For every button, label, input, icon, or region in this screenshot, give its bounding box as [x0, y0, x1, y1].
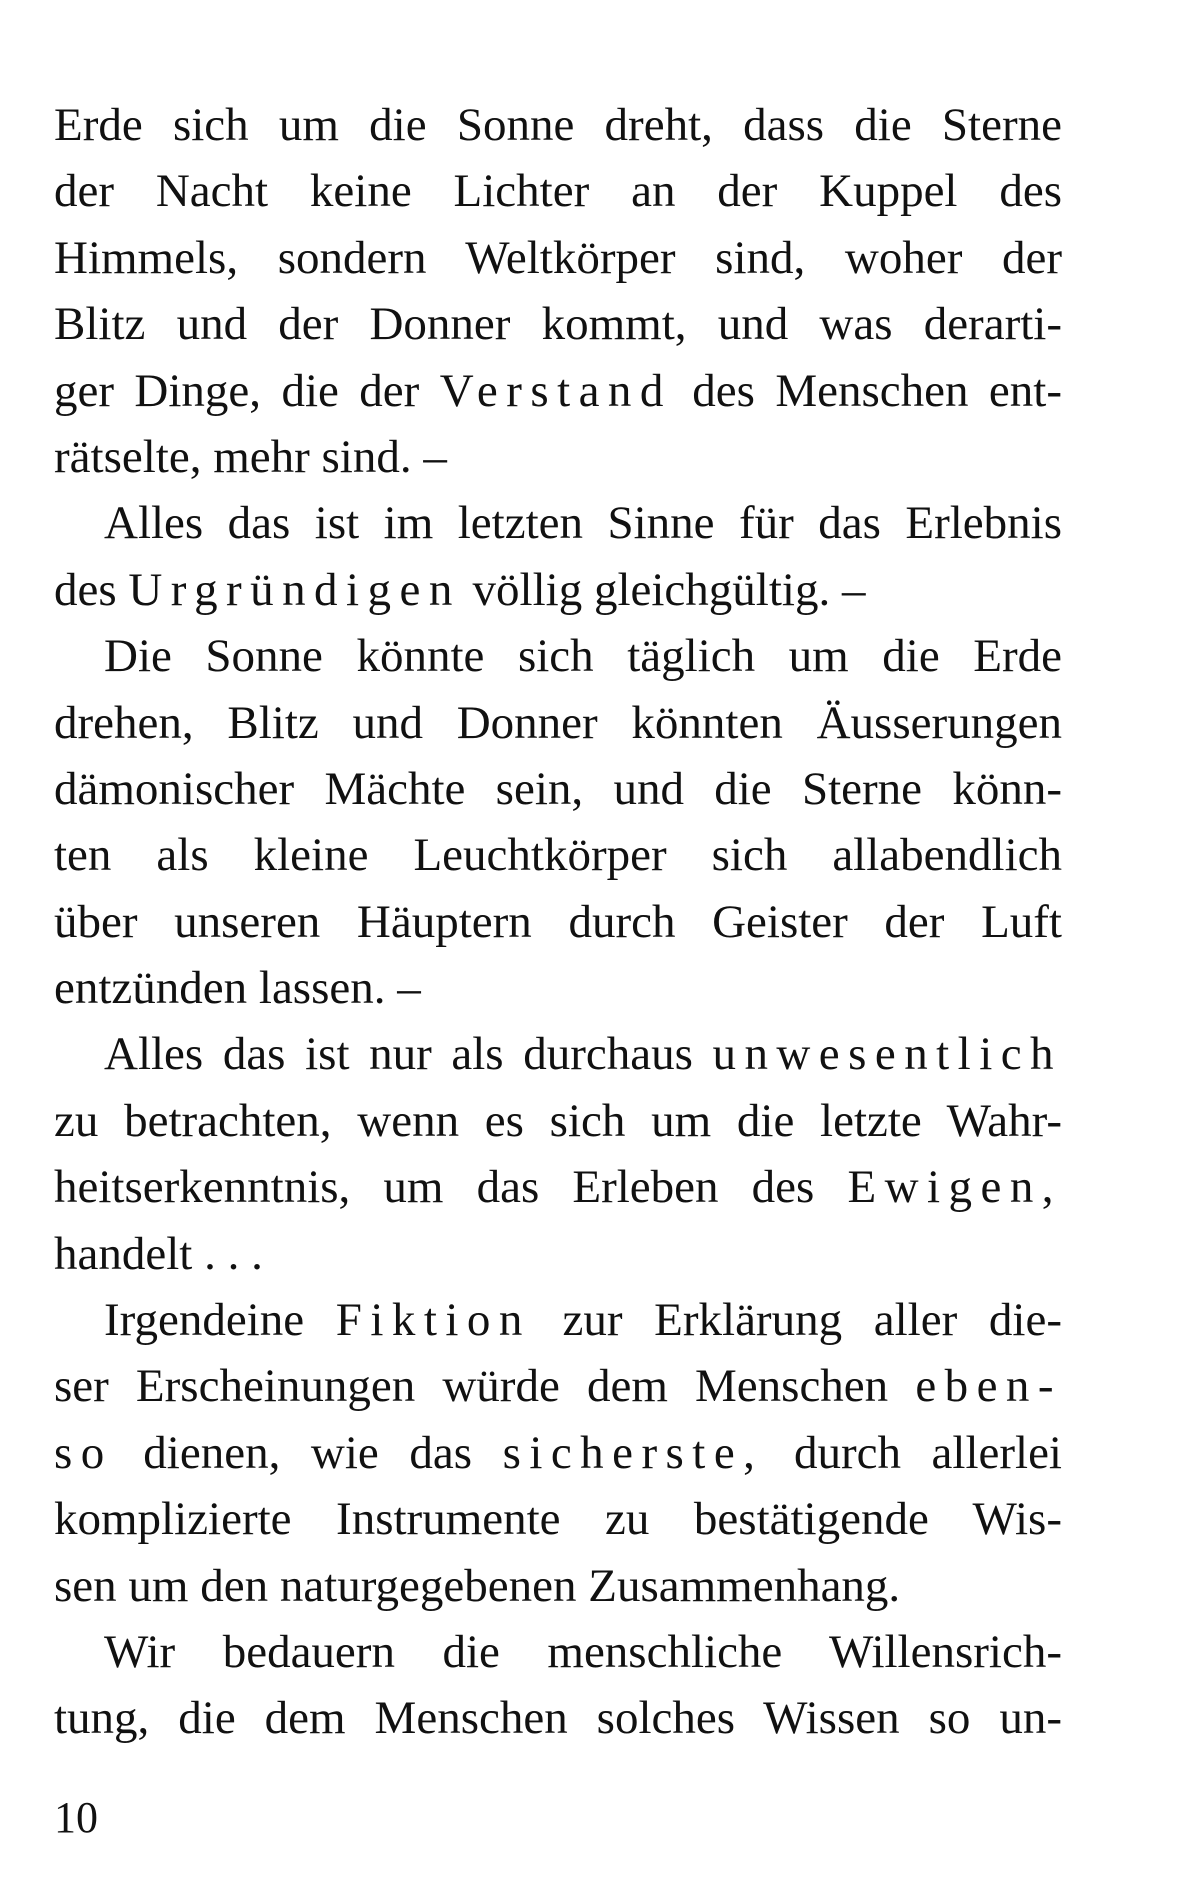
text-run: ser Erscheinungen würde dem Menschen	[54, 1360, 916, 1413]
text-run: Alles das ist nur als durchaus	[104, 1028, 713, 1081]
text-line: entzünden lassen. –	[54, 962, 421, 1015]
text-line	[54, 1353, 1062, 1419]
spaced-emphasis: eben-	[915, 1360, 1062, 1413]
text-line: Erde sich um die Sonne dreht, dass die Sterne	[54, 99, 1062, 151]
page-number: 10	[54, 1793, 98, 1842]
text-line: handelt . . .	[54, 1227, 263, 1280]
text-run: völlig gleichgültig. –	[460, 563, 866, 616]
text-line: zu betrachten, wenn es sich um die letzte Wahr-	[54, 1094, 1062, 1147]
text-line: sen um den naturgegebenen Zusammenhang.	[54, 1559, 901, 1612]
text-line: tung, die dem Menschen solches Wissen so un-	[54, 1692, 1062, 1745]
text-line	[54, 1287, 1062, 1353]
spaced-emphasis: unwesentlich	[712, 1028, 1062, 1081]
text-line	[54, 1154, 1062, 1220]
spaced-emphasis: Fiktion	[335, 1294, 531, 1347]
text-line: ten als kleine Leuchtkörper sich allabendlich	[54, 829, 1062, 882]
text-line: Wir bedauern die menschliche Willensrich-	[104, 1625, 1062, 1678]
text-line: Blitz und der Donner kommt, und was derarti-	[54, 298, 1062, 351]
text-line	[54, 557, 1062, 623]
spaced-emphasis: Urgründigen	[128, 563, 461, 616]
text-line: Die Sonne könnte sich täglich um die Erde	[104, 630, 1062, 683]
text-line: Himmels, sondern Weltkörper sind, woher der	[54, 231, 1062, 284]
text-line	[54, 1021, 1062, 1087]
text-line: über unseren Häuptern durch Geister der Luft	[54, 895, 1062, 948]
text-line: drehen, Blitz und Donner könnten Äusserungen	[54, 696, 1062, 749]
spaced-emphasis: Ewigen,	[847, 1161, 1062, 1214]
text-run: zur Erklärung aller die-	[530, 1294, 1062, 1347]
text-run: Irgendeine	[104, 1294, 336, 1347]
text-line: rätselte, mehr sind. –	[54, 430, 447, 483]
spaced-emphasis: Verstand	[439, 364, 672, 417]
text-run: ger Dinge, die der	[54, 364, 440, 417]
text-run: des Menschen ent-	[671, 364, 1062, 417]
text-run: des	[54, 563, 129, 616]
text-run: heitserkenntnis, um das Erleben des	[54, 1161, 848, 1214]
text-line: komplizierte Instrumente zu bestätigende Wis-	[54, 1493, 1062, 1546]
text-line: dämonischer Mächte sein, und die Sterne könn-	[54, 762, 1062, 815]
text-line: der Nacht keine Lichter an der Kuppel des	[54, 165, 1062, 218]
text-run: durch allerlei	[763, 1426, 1062, 1479]
text-line	[54, 358, 1062, 424]
text-run: dienen, wie das	[112, 1426, 503, 1479]
text-line	[54, 1420, 1062, 1486]
text-line: Alles das ist im letzten Sinne für das Erlebnis	[104, 497, 1062, 550]
spaced-emphasis: so	[54, 1426, 113, 1479]
spaced-emphasis: sicherste,	[502, 1426, 764, 1479]
body-text	[54, 92, 1062, 1752]
